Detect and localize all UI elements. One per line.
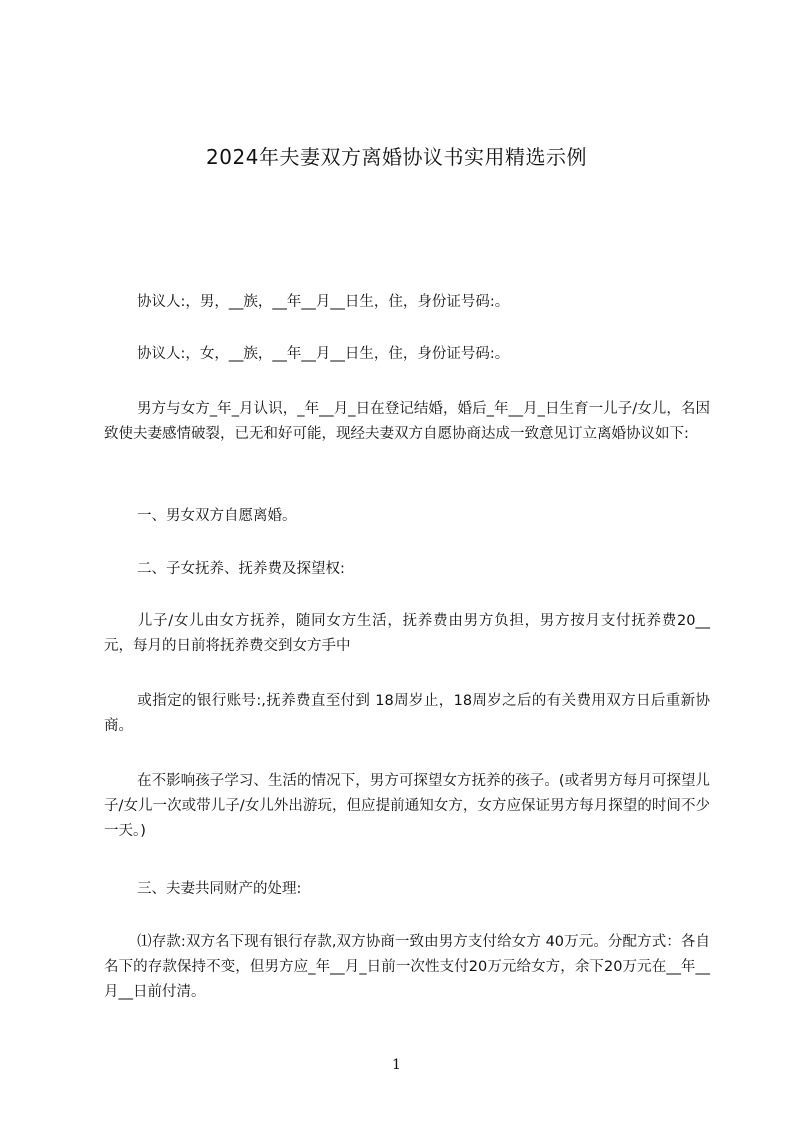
paragraph-text: 儿子/女儿由女方抚养，随同女方生活，抚养费由男方负担，男方按月支付抚养费20__元，每月的日前将抚养费交到女方手中 (104, 613, 710, 654)
paragraph-text: 二、子女抚养、抚养费及探望权: (137, 561, 345, 577)
paragraph-child-support (104, 609, 710, 659)
document-title: 2024年夫妻双方离婚协议书实用精选示例 (206, 145, 587, 169)
paragraph-text: 协议人:，女，__族，__年__月__日生，住，身份证号码:。 (137, 346, 510, 362)
paragraph-party-female (104, 342, 710, 367)
paragraph-text: 协议人:，男，__族，__年__月__日生，住，身份证号码:。 (137, 294, 510, 310)
paragraph-party-male (104, 290, 710, 315)
section-heading-child-custody (104, 557, 710, 582)
paragraph-text: 一、男女双方自愿离婚。 (137, 508, 297, 524)
paragraph-visitation (104, 769, 710, 844)
paragraph-savings (104, 930, 710, 1005)
paragraph-background (104, 397, 710, 447)
section-heading-property (104, 877, 710, 902)
paragraph-text: 三、夫妻共同财产的处理: (137, 881, 302, 897)
paragraph-bank-account (104, 689, 710, 739)
paragraph-text: 在不影响孩子学习、生活的情况下，男方可探望女方抚养的孩子。(或者男方每月可探望儿子/女儿一次或带儿子/女儿外出游玩，但应提前通知女方，女方应保证男方每月探望的时间不少一天。) (104, 773, 710, 839)
section-heading-divorce (104, 504, 710, 529)
paragraph-text: 或指定的银行账号:,抚养费直至付到 18周岁止，18周岁之后的有关费用双方日后重新协商。 (104, 693, 710, 734)
page-number: 1 (392, 1057, 401, 1073)
paragraph-text: ⑴存款:双方名下现有银行存款,双方协商一致由男方支付给女方 40万元。分配方式：各自名下的存款保持不变，但男方应_年__月_日前一次性支付20万元给女方，余下20万元在__年__月__日前付清。 (104, 934, 710, 1000)
paragraph-text: 男方与女方_年_月认识，_年__月_日在登记结婚，婚后_年__月_日生育一儿子/女儿，名因致使夫妻感情破裂，已无和好可能，现经夫妻双方自愿协商达成一致意见订立离婚协议如下: (104, 401, 710, 442)
